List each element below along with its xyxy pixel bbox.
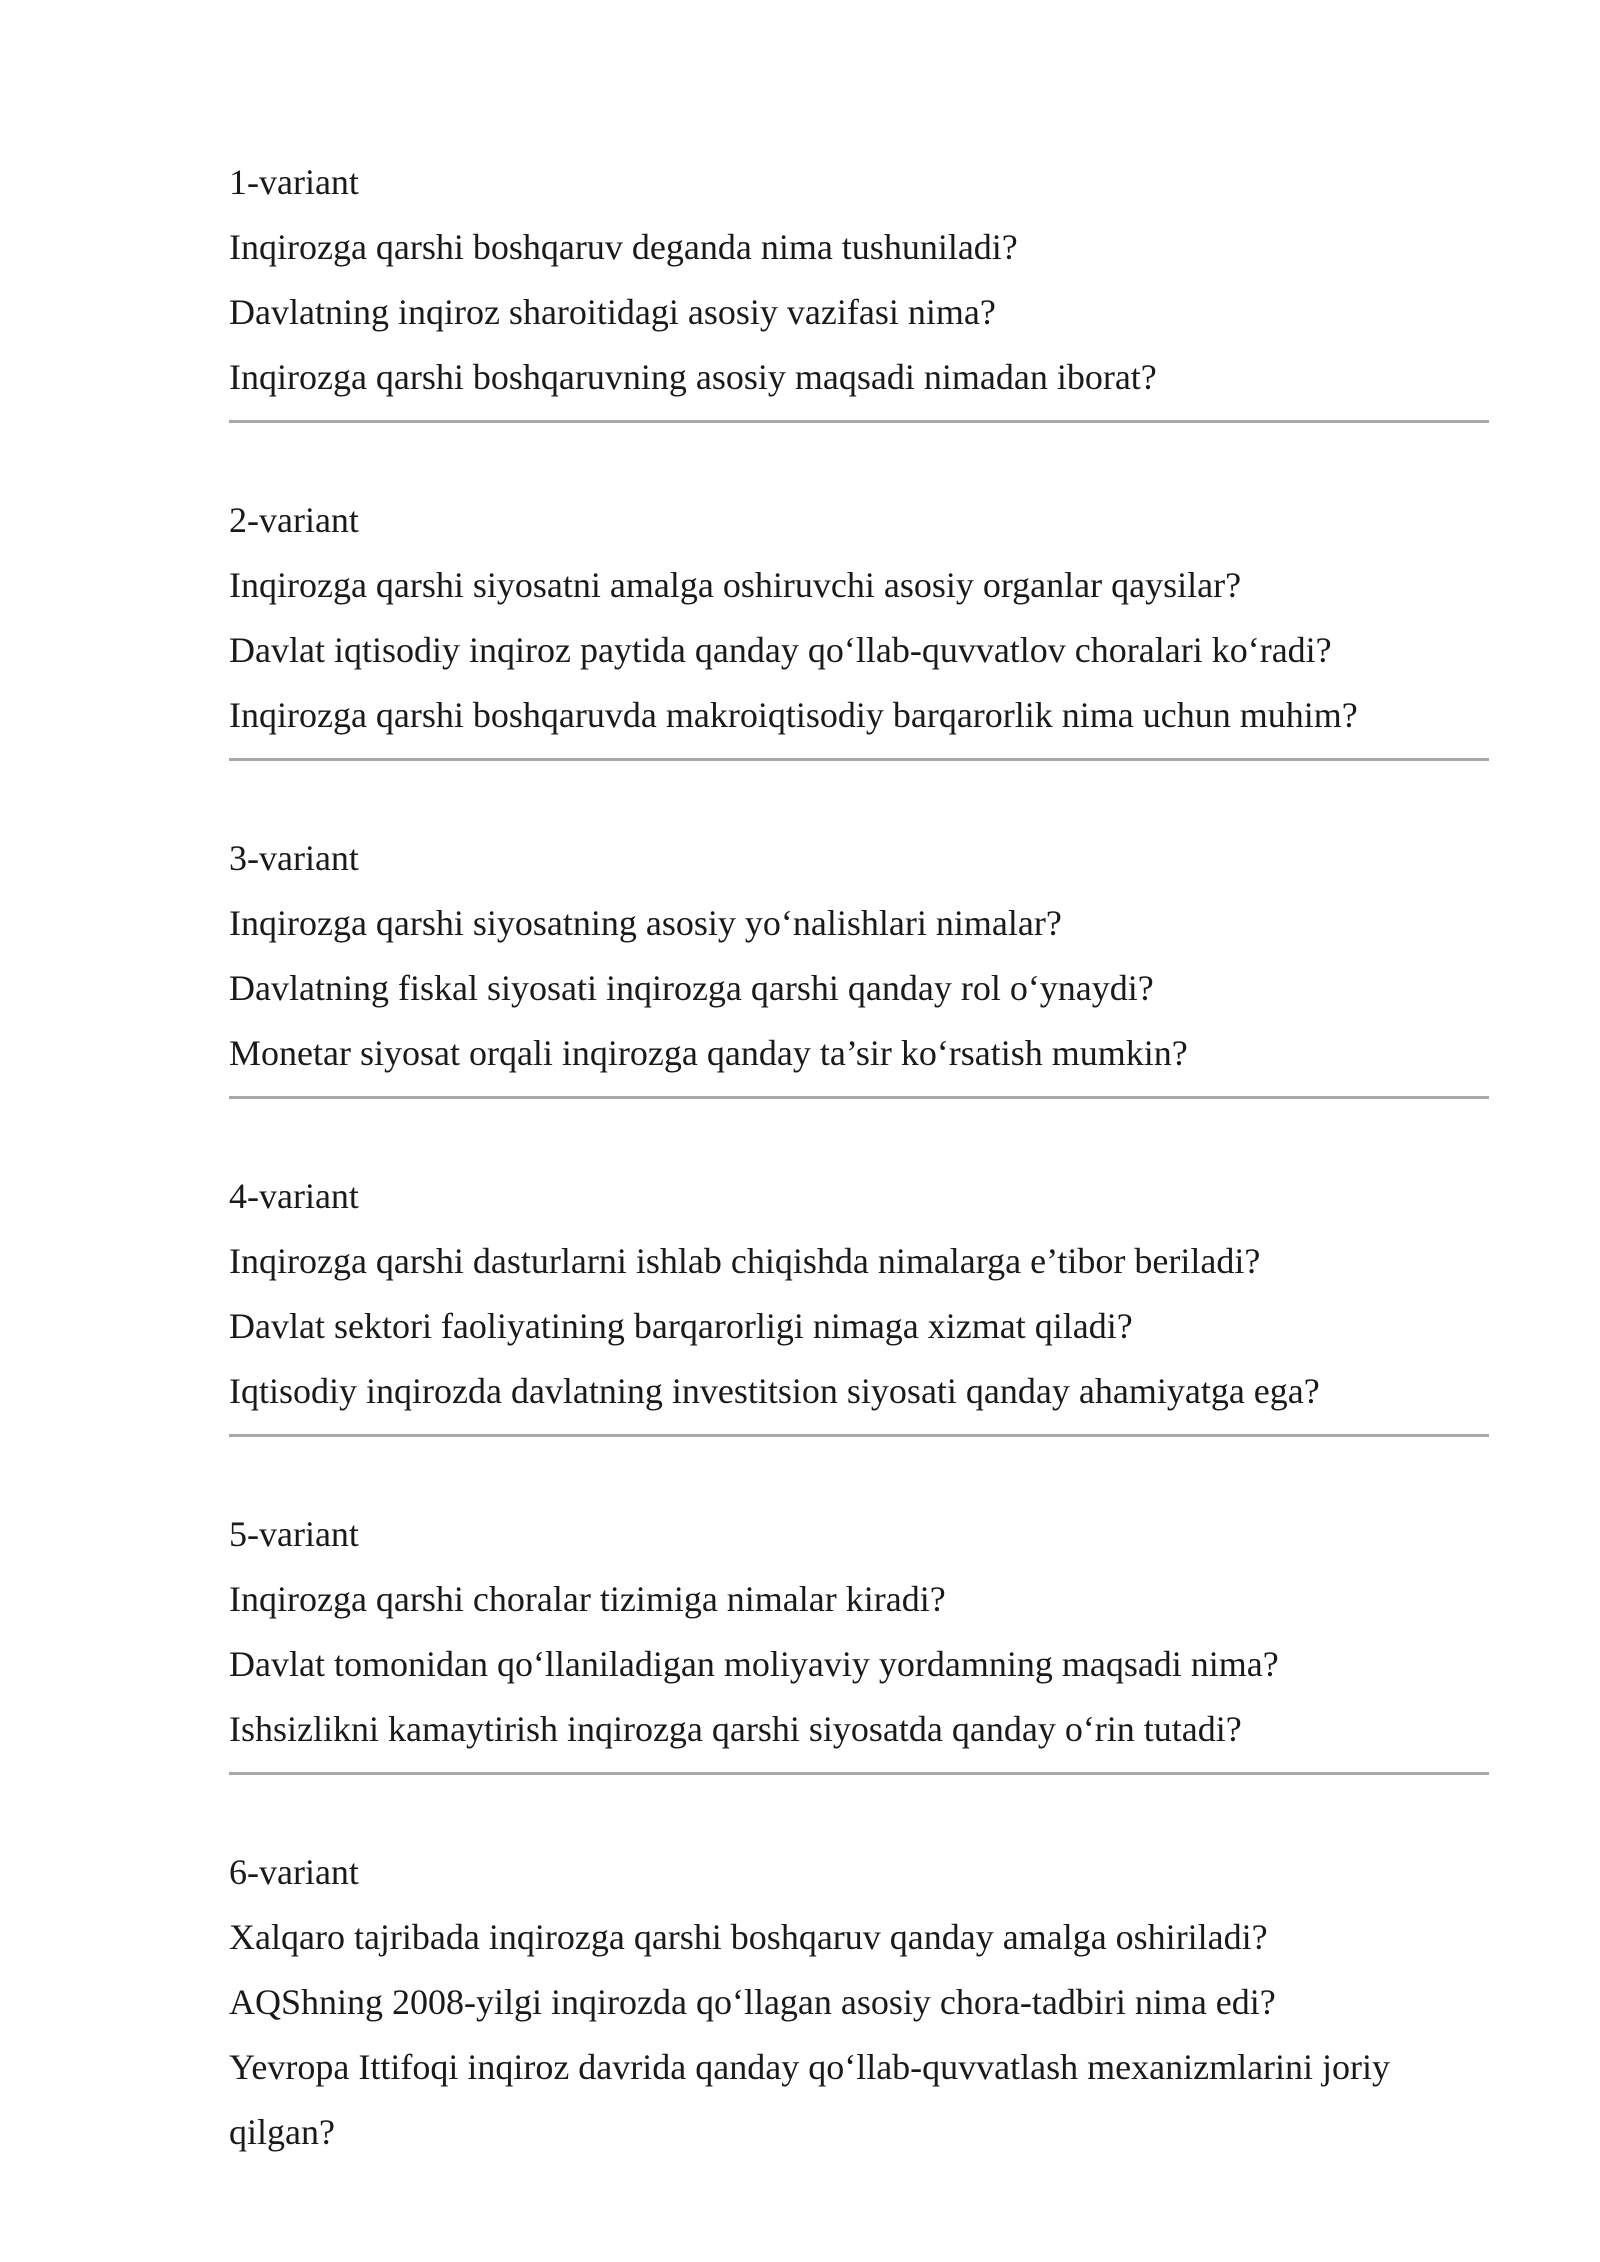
question: Inqirozga qarshi siyosatning asosiy yo‘nalishlari nimalar?	[229, 903, 1062, 943]
variant-title: 5-variant	[229, 1514, 359, 1554]
variant-1	[229, 150, 1489, 423]
variant-title: 1-variant	[229, 162, 359, 202]
question: Davlat iqtisodiy inqiroz paytida qanday qo‘llab-quvvatlov choralari ko‘radi?	[229, 630, 1332, 670]
variant-6	[229, 1840, 1489, 2165]
question: Davlat tomonidan qo‘llaniladigan moliyaviy yordamning maqsadi nima?	[229, 1644, 1279, 1684]
variant-title: 2-variant	[229, 500, 359, 540]
variant-title: 3-variant	[229, 838, 359, 878]
question: Iqtisodiy inqirozda davlatning investitsion siyosati qanday ahamiyatga ega?	[229, 1371, 1320, 1411]
question: Davlatning inqiroz sharoitidagi asosiy vazifasi nima?	[229, 292, 996, 332]
separator-line	[229, 1434, 1489, 1437]
separator-line	[229, 1772, 1489, 1775]
variant-2	[229, 488, 1489, 761]
variant-5	[229, 1502, 1489, 1775]
variant-title: 4-variant	[229, 1176, 359, 1216]
variant-title: 6-variant	[229, 1852, 359, 1892]
question: Inqirozga qarshi boshqaruv deganda nima tushuniladi?	[229, 227, 1018, 267]
question: Davlatning fiskal siyosati inqirozga qarshi qanday rol o‘ynaydi?	[229, 968, 1154, 1008]
question: Inqirozga qarshi siyosatni amalga oshiruvchi asosiy organlar qaysilar?	[229, 565, 1242, 605]
question: Inqirozga qarshi choralar tizimiga nimalar kiradi?	[229, 1579, 946, 1619]
question: Davlat sektori faoliyatining barqarorligi nimaga xizmat qiladi?	[229, 1306, 1133, 1346]
question: Inqirozga qarshi boshqaruvda makroiqtisodiy barqarorlik nima uchun muhim?	[229, 695, 1358, 735]
question: Monetar siyosat orqali inqirozga qanday ta’sir ko‘rsatish mumkin?	[229, 1033, 1188, 1073]
question: Yevropa Ittifoqi inqiroz davrida qanday qo‘llab-quvvatlash mexanizmlarini joriy qilgan?	[229, 2047, 1391, 2152]
separator-line	[229, 420, 1489, 423]
question: Xalqaro tajribada inqirozga qarshi boshqaruv qanday amalga oshiriladi?	[229, 1917, 1268, 1957]
separator-line	[229, 1096, 1489, 1099]
variant-3	[229, 826, 1489, 1099]
question: Ishsizlikni kamaytirish inqirozga qarshi siyosatda qanday o‘rin tutadi?	[229, 1709, 1242, 1749]
variant-4	[229, 1164, 1489, 1437]
question: Inqirozga qarshi dasturlarni ishlab chiqishda nimalarga e’tibor beriladi?	[229, 1241, 1261, 1281]
question: AQShning 2008-yilgi inqirozda qo‘llagan asosiy chora-tadbiri nima edi?	[229, 1982, 1276, 2022]
question: Inqirozga qarshi boshqaruvning asosiy maqsadi nimadan iborat?	[229, 357, 1157, 397]
separator-line	[229, 758, 1489, 761]
document-content	[229, 150, 1489, 2165]
